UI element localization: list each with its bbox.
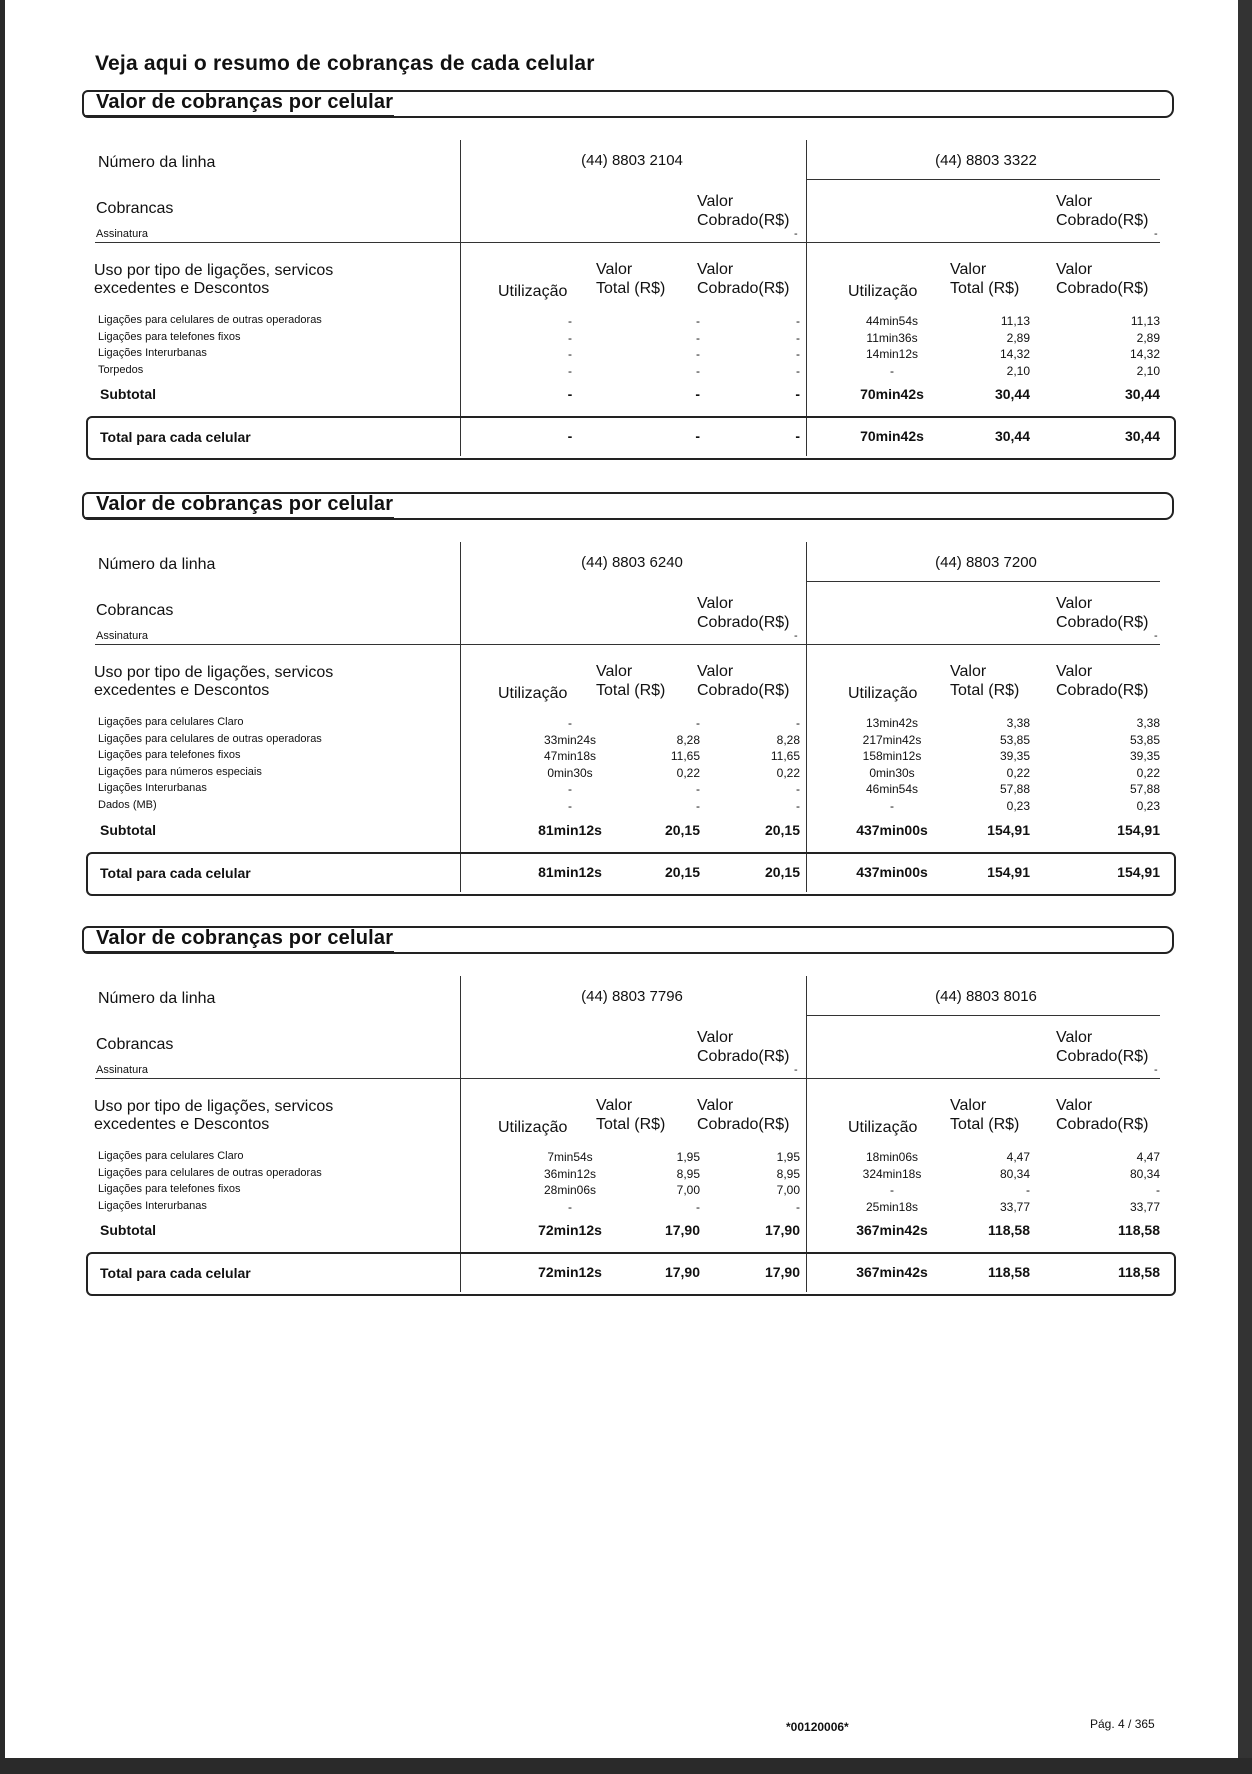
line-number-right: (44) 8803 8016	[935, 988, 1037, 1005]
rule-below-phone	[806, 581, 1160, 582]
subtotal-value-right: 154,91	[987, 821, 1030, 838]
charges-header-cobrado-right: Cobrado(R$)	[1056, 614, 1149, 631]
charge-value-right: 2,10	[1006, 363, 1030, 378]
col-header-cobrado-left: Cobrado(R$)	[697, 280, 790, 297]
charge-value-right: 4,47	[1006, 1150, 1030, 1164]
usage-label-line1: Uso por tipo de ligações, servicos	[94, 1098, 334, 1115]
usage-label-line1: Uso por tipo de ligações, servicos	[94, 664, 334, 681]
line-number-left: (44) 8803 6240	[581, 554, 683, 571]
charge-item-label: Ligações para telefones fixos	[98, 1183, 241, 1196]
charge-value-right: 18min06s	[865, 1150, 919, 1164]
col-header-cobrado-left: Cobrado(R$)	[697, 1116, 790, 1133]
charges-label: Cobrancas	[96, 200, 174, 217]
section-title: Valor de cobranças por celular	[96, 91, 394, 113]
col-header-usage-left: Utilização	[498, 283, 568, 300]
charge-value-left: -	[568, 716, 572, 730]
charges-header-valor-right: Valor	[1056, 193, 1093, 210]
charge-value-right: 3,38	[1006, 716, 1030, 730]
charge-item-label: Ligações para celulares Claro	[98, 1150, 244, 1162]
charge-value-left: -	[796, 782, 800, 797]
line-number-left: (44) 8803 2104	[581, 152, 683, 169]
subtotal-value-left: 81min12s	[538, 821, 602, 838]
charge-value-right: 14min12s	[865, 347, 919, 362]
subscription-label: Assinatura	[96, 228, 148, 240]
charge-value-right: 39,35	[1129, 749, 1160, 764]
charges-header-cobrado-left: Cobrado(R$)	[697, 212, 790, 229]
section-title-underline	[84, 951, 394, 953]
charge-value-right: 57,88	[999, 782, 1030, 797]
line-number-label: Número da linha	[98, 990, 216, 1007]
charge-value-right: 0,23	[1136, 799, 1160, 813]
subscription-label: Assinatura	[96, 1064, 148, 1076]
total-value-left: 17,90	[764, 1264, 800, 1281]
col-header-total-valor-right: Valor	[950, 261, 987, 278]
charge-value-left: -	[568, 363, 572, 378]
subtotal-label: Subtotal	[100, 386, 156, 403]
charge-value-right: 2,10	[1136, 363, 1160, 378]
charge-value-left: -	[696, 1199, 700, 1214]
charge-value-left: 7,00	[776, 1183, 800, 1198]
charge-value-left: -	[796, 314, 800, 328]
charge-value-right: 11,13	[1000, 314, 1030, 328]
charge-item-label: Ligações para celulares de outras operadoras	[98, 314, 322, 326]
charge-value-left: 1,95	[776, 1150, 800, 1164]
total-value-right: 154,91	[1117, 863, 1160, 880]
subtotal-value-left: -	[567, 386, 573, 403]
charge-item-label: Ligações para telefones fixos	[98, 330, 241, 343]
charge-value-right: 33,77	[1129, 1199, 1160, 1214]
subscription-value-right: -	[1154, 228, 1158, 240]
charge-value-right: 25min18s	[865, 1199, 919, 1214]
usage-label-line2: excedentes e Descontos	[94, 280, 270, 297]
charge-value-left: 28min06s	[543, 1183, 597, 1198]
charge-value-right: 11min36s	[866, 330, 918, 345]
subtotal-value-right: 118,58	[987, 1222, 1030, 1239]
charge-value-right: 2,89	[1006, 330, 1030, 345]
charge-value-left: -	[568, 1199, 572, 1214]
col-header-cobrado-valor-right: Valor	[1056, 663, 1093, 680]
charge-value-right: 0,22	[1006, 765, 1030, 780]
charge-value-left: -	[696, 716, 700, 730]
subtotal-value-right: 437min00s	[856, 821, 928, 838]
charge-value-right: 2,89	[1136, 330, 1160, 345]
charge-value-left: -	[696, 347, 700, 362]
charge-value-left: -	[568, 330, 572, 345]
billing-section	[0, 90, 1252, 500]
charges-label: Cobrancas	[96, 1036, 174, 1053]
col-header-total-left: Total (R$)	[596, 280, 666, 297]
col-header-usage-right: Utilização	[848, 685, 918, 702]
usage-label-line2: excedentes e Descontos	[94, 1116, 270, 1133]
line-number-label: Número da linha	[98, 556, 216, 573]
charge-value-left: -	[568, 347, 572, 362]
charge-value-left: 7min54s	[547, 1150, 593, 1164]
charge-value-right: 39,35	[999, 749, 1030, 764]
scan-edge-bottom	[0, 1758, 1252, 1774]
charge-value-left: 8,28	[776, 732, 800, 747]
total-value-right: 118,58	[987, 1264, 1030, 1281]
charge-value-right: 14,32	[1129, 347, 1160, 362]
section-title: Valor de cobranças por celular	[96, 493, 394, 515]
total-label: Total para cada celular	[100, 864, 251, 881]
charge-value-right: -	[1156, 1183, 1160, 1198]
charge-value-right: 53,85	[1129, 732, 1160, 747]
charge-item-label: Torpedos	[98, 363, 144, 376]
charges-header-valor-left: Valor	[697, 193, 734, 210]
total-value-right: 367min42s	[856, 1264, 928, 1281]
rule-below-phone	[806, 179, 1160, 180]
column-divider-right	[806, 140, 807, 456]
charge-value-right: -	[890, 799, 894, 813]
charge-value-left: 0,22	[776, 765, 800, 780]
charge-value-left: -	[796, 799, 800, 813]
total-value-left: -	[695, 428, 700, 445]
rule-below-phone	[806, 1015, 1160, 1016]
subscription-value-left: -	[794, 630, 798, 642]
col-header-cobrado-right: Cobrado(R$)	[1056, 280, 1149, 297]
charge-item-label: Ligações para telefones fixos	[98, 749, 241, 762]
col-header-total-right: Total (R$)	[950, 1116, 1020, 1133]
subtotal-value-right: 30,44	[1124, 386, 1160, 403]
rule-below-charges	[95, 644, 1160, 645]
charge-value-right: 46min54s	[865, 782, 919, 797]
charge-value-right: 217min42s	[862, 732, 922, 747]
total-value-left: -	[567, 428, 573, 445]
charges-header-cobrado-right: Cobrado(R$)	[1056, 1048, 1149, 1065]
usage-label-line1: Uso por tipo de ligações, servicos	[94, 262, 334, 279]
charge-value-right: 3,38	[1136, 716, 1160, 730]
usage-label-line2: excedentes e Descontos	[94, 682, 270, 699]
page-number: Pág. 4 / 365	[1090, 1717, 1155, 1731]
charge-value-right: 80,34	[999, 1166, 1030, 1181]
section-title-underline	[84, 115, 394, 117]
charge-value-left: -	[568, 314, 572, 328]
charge-value-left: -	[696, 782, 700, 797]
col-header-total-left: Total (R$)	[596, 1116, 666, 1133]
charge-value-left: -	[796, 1199, 800, 1214]
subscription-label: Assinatura	[96, 630, 148, 642]
subscription-value-left: -	[794, 1064, 798, 1076]
charge-item-label: Ligações para celulares de outras operadoras	[98, 732, 322, 745]
total-value-right: 30,44	[994, 428, 1030, 445]
total-value-left: -	[795, 428, 800, 445]
charge-value-left: 8,95	[776, 1166, 800, 1181]
rule-below-charges	[95, 242, 1160, 243]
charge-item-label: Ligações para celulares de outras operadoras	[98, 1166, 322, 1179]
charge-value-left: -	[796, 330, 800, 345]
subscription-value-left: -	[794, 228, 798, 240]
line-number-left: (44) 8803 7796	[581, 988, 683, 1005]
charge-value-right: 11,13	[1130, 314, 1160, 328]
col-header-cobrado-valor-left: Valor	[697, 1097, 734, 1114]
charge-value-left: -	[696, 330, 700, 345]
charge-item-label: Ligações Interurbanas	[98, 347, 207, 360]
subtotal-value-left: 17,90	[664, 1222, 700, 1239]
billing-section	[0, 492, 1252, 902]
subtotal-value-left: -	[795, 386, 800, 403]
charges-label: Cobrancas	[96, 602, 174, 619]
charge-value-left: 8,95	[676, 1166, 700, 1181]
charge-value-right: 57,88	[1129, 782, 1160, 797]
col-header-cobrado-right: Cobrado(R$)	[1056, 1116, 1149, 1133]
total-value-right: 154,91	[987, 863, 1030, 880]
col-header-cobrado-valor-right: Valor	[1056, 1097, 1093, 1114]
charge-value-left: -	[696, 363, 700, 378]
charges-header-valor-left: Valor	[697, 595, 734, 612]
billing-section	[0, 926, 1252, 1336]
charge-value-right: 53,85	[999, 732, 1030, 747]
subtotal-value-right: 30,44	[994, 386, 1030, 403]
charges-header-valor-right: Valor	[1056, 1029, 1093, 1046]
subtotal-value-left: 17,90	[764, 1222, 800, 1239]
total-label: Total para cada celular	[100, 429, 251, 446]
charge-value-right: 4,47	[1136, 1150, 1160, 1164]
charges-header-valor-left: Valor	[697, 1029, 734, 1046]
page-title: Veja aqui o resumo de cobranças de cada celular	[95, 52, 595, 75]
rule-below-charges	[95, 1078, 1160, 1079]
subscription-value-right: -	[1154, 630, 1158, 642]
col-header-usage-left: Utilização	[498, 1119, 568, 1136]
charge-value-right: 324min18s	[862, 1166, 922, 1181]
charge-item-label: Ligações para números especiais	[98, 765, 262, 778]
column-divider-right	[806, 542, 807, 892]
total-value-right: 437min00s	[856, 863, 928, 880]
charge-value-left: 7,00	[676, 1183, 700, 1198]
charge-value-left: 33min24s	[543, 732, 597, 747]
col-header-cobrado-valor-right: Valor	[1056, 261, 1093, 278]
charge-value-left: -	[796, 716, 800, 730]
charge-value-right: 14,32	[999, 347, 1030, 362]
column-divider-left	[460, 542, 461, 892]
charge-value-right: 33,77	[999, 1199, 1030, 1214]
col-header-cobrado-right: Cobrado(R$)	[1056, 682, 1149, 699]
charge-value-right: -	[890, 1183, 894, 1198]
charge-value-left: -	[796, 363, 800, 378]
charges-header-cobrado-left: Cobrado(R$)	[697, 1048, 790, 1065]
charge-value-left: 8,28	[676, 732, 700, 747]
charge-value-left: 47min18s	[543, 749, 597, 764]
charge-value-right: -	[890, 363, 894, 378]
charge-value-left: 11,65	[670, 749, 700, 764]
charge-value-right: 13min42s	[865, 716, 919, 730]
subtotal-value-right: 118,58	[1117, 1222, 1160, 1239]
line-number-right: (44) 8803 3322	[935, 152, 1037, 169]
col-header-total-right: Total (R$)	[950, 682, 1020, 699]
line-number-label: Número da linha	[98, 154, 216, 171]
col-header-usage-right: Utilização	[848, 283, 918, 300]
charge-value-left: 11,65	[770, 749, 800, 764]
subtotal-value-left: 72min12s	[538, 1222, 602, 1239]
charge-value-right: 0,22	[1136, 765, 1160, 780]
charge-value-left: 0,22	[676, 765, 700, 780]
subtotal-value-right: 367min42s	[856, 1222, 928, 1239]
charge-value-right: 44min54s	[865, 314, 919, 328]
subtotal-value-left: -	[695, 386, 700, 403]
col-header-usage-left: Utilização	[498, 685, 568, 702]
subtotal-value-right: 154,91	[1117, 821, 1160, 838]
total-value-right: 118,58	[1117, 1264, 1160, 1281]
section-title: Valor de cobranças por celular	[96, 927, 394, 949]
charge-value-left: -	[796, 347, 800, 362]
total-value-left: 17,90	[664, 1264, 700, 1281]
charges-header-cobrado-left: Cobrado(R$)	[697, 614, 790, 631]
subtotal-label: Subtotal	[100, 821, 156, 838]
total-value-right: 30,44	[1124, 428, 1160, 445]
line-number-right: (44) 8803 7200	[935, 554, 1037, 571]
col-header-usage-right: Utilização	[848, 1119, 918, 1136]
charge-value-left: -	[568, 782, 572, 797]
col-header-total-valor-right: Valor	[950, 663, 987, 680]
charge-item-label: Ligações para celulares Claro	[98, 716, 244, 728]
charge-value-right: 80,34	[1129, 1166, 1160, 1181]
charge-value-left: -	[696, 799, 700, 813]
col-header-total-valor-left: Valor	[596, 663, 633, 680]
section-title-underline	[84, 517, 394, 519]
subtotal-value-right: 70min42s	[860, 386, 924, 403]
total-value-left: 72min12s	[538, 1264, 602, 1281]
total-label: Total para cada celular	[100, 1265, 251, 1282]
charge-item-label: Ligações Interurbanas	[98, 782, 207, 795]
column-divider-right	[806, 976, 807, 1292]
charge-value-left: -	[696, 314, 700, 328]
charges-header-valor-right: Valor	[1056, 595, 1093, 612]
subtotal-label: Subtotal	[100, 1222, 156, 1239]
col-header-cobrado-valor-left: Valor	[697, 261, 734, 278]
column-divider-left	[460, 976, 461, 1292]
charge-value-right: -	[1026, 1183, 1030, 1198]
subscription-value-right: -	[1154, 1064, 1158, 1076]
charge-value-right: 0,23	[1006, 799, 1030, 813]
total-value-left: 20,15	[664, 863, 700, 880]
subtotal-value-left: 20,15	[764, 821, 800, 838]
total-value-left: 20,15	[764, 863, 800, 880]
col-header-total-left: Total (R$)	[596, 682, 666, 699]
charge-value-left: -	[568, 799, 572, 813]
charge-value-left: 1,95	[676, 1150, 700, 1164]
charge-item-label: Ligações Interurbanas	[98, 1199, 207, 1212]
document-code: *00120006*	[786, 1720, 849, 1734]
charges-header-cobrado-right: Cobrado(R$)	[1056, 212, 1149, 229]
charge-item-label: Dados (MB)	[98, 799, 157, 811]
col-header-total-valor-left: Valor	[596, 261, 633, 278]
col-header-total-valor-right: Valor	[950, 1097, 987, 1114]
column-divider-left	[460, 140, 461, 456]
charge-value-left: 0min30s	[547, 765, 593, 780]
charge-value-left: 36min12s	[543, 1166, 597, 1181]
subtotal-value-left: 20,15	[664, 821, 700, 838]
col-header-total-valor-left: Valor	[596, 1097, 633, 1114]
charge-value-right: 0min30s	[869, 765, 915, 780]
total-value-right: 70min42s	[860, 428, 924, 445]
total-value-left: 81min12s	[538, 863, 602, 880]
col-header-total-right: Total (R$)	[950, 280, 1020, 297]
charge-value-right: 158min12s	[862, 749, 922, 764]
col-header-cobrado-left: Cobrado(R$)	[697, 682, 790, 699]
col-header-cobrado-valor-left: Valor	[697, 663, 734, 680]
